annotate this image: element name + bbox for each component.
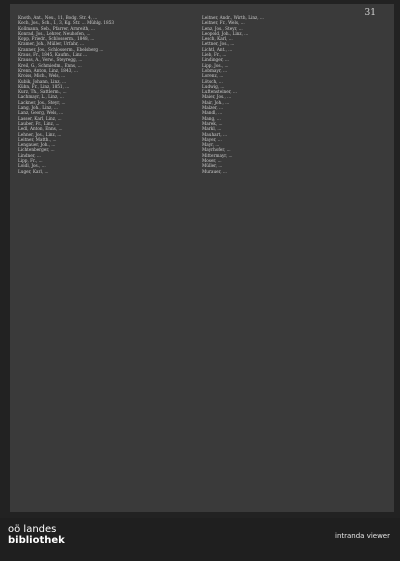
directory-entry: Mauhart, ... [202,131,228,137]
directory-entry: Lackner, Jos., Steyr, ... [18,99,66,105]
directory-entry: Kühn, Fr., Linz, 1851, ... [18,83,70,89]
directory-entry: Lorenz, ... [202,73,224,79]
directory-entry: Konrad, Jos., Lehrer, Neuhofen, ... [18,30,91,36]
left-column [18,16,190,175]
directory-entry: Lang, Joh., Linz, ... [18,105,58,111]
directory-entry: Lehner, Jos., Linz, ... [18,131,62,137]
directory-entry: Lauber, Fr., Linz, ... [18,120,60,126]
right-column [202,16,374,175]
directory-entry: Luftensteiner, ... [202,89,237,95]
directory-entry: Moser, ... [202,158,222,164]
directory-entry: Lanz, Georg, Wels, ... [18,110,64,116]
directory-entry: Mittermayr, ... [202,152,233,158]
directory-entry: Ludwig, ... [202,83,225,89]
directory-entry: Leopold, Joh., Linz, ... [202,30,249,36]
directory-entry: Lichtenberger, ... [18,147,55,153]
page-number: 31 [364,8,376,18]
directory-entry: Mang, ... [202,115,221,121]
directory-entry: Lachmayr, L., Linz, ... [18,94,64,100]
directory-entry: Lettner, Jos., ... [202,41,235,47]
library-logo[interactable] [8,524,65,546]
footer-bar [0,518,400,561]
directory-entry: Kreil, G., Schmiedm., Enns, ... [18,62,82,68]
viewer-label: intranda viewer [335,532,390,540]
directory-entry: Lötsch, ... [202,78,223,84]
scanned-page[interactable] [10,4,394,512]
directory-entry: Mair, Joh., ... [202,99,230,105]
directory-entry: Knoth, Ant., Neu., 11, Bodg. Str. 4, ... [18,15,98,20]
logo-line-2: bibliothek [8,535,65,546]
directory-entry: Mayer, ... [202,136,222,142]
directory-entry: Lichtl, Ant., ... [202,46,233,52]
directory-entry: Murauer, ... [202,168,227,174]
directory-entry: Lasser, Karl, Linz, ... [18,115,62,121]
directory-entry: Mandl, ... [202,110,223,116]
directory-entry: Lindner, ... [18,152,41,158]
directory-entry: Lipp, Fr., ... [18,158,43,164]
directory-entry: Marek, ... [202,120,223,126]
directory-entry: Luger, Karl, ... [18,168,49,174]
directory-entry: Kroiss, Mich., Wels, ... [18,73,66,79]
directory-entry: Leitner, Matth., ... [18,136,57,142]
directory-entry: Lindinger, ... [202,57,229,63]
directory-entry: Leitner, Andr., Wirth, Linz, ... [202,15,264,20]
directory-entry: Loidl, Jos., ... [18,163,46,169]
directory-entry: Malzer, ... [202,105,224,111]
directory-entry: Ledl, Anton, Enns, ... [18,126,63,132]
directory-entry: Lesch, Karl, ... [202,36,233,42]
directory-entry: Krenn, Anton, Linz, 1843, ... [18,67,78,73]
directory-entry: Markl, ... [202,126,222,132]
directory-entry: Kopp, Friedr., Schlosserm., 1848, ... [18,36,95,42]
directory-entry: Lobmayr, ... [202,67,228,73]
directory-entry: Kramer, Joh., Müller, Urfahr, ... [18,41,84,47]
directory-entry: Kranner, Jos., Schlosserm., Ebelsberg ... [18,46,104,52]
directory-entry: Kraus, Fr., 1845, Kaufm., Linz ... [18,52,88,58]
logo-line-1: oö landes [8,524,57,535]
directory-entry: Maier, Jos., ... [202,94,232,100]
directory-entry: Kurz, Th., Sattlerm., ... [18,89,67,95]
directory-entry: Koch, Jos., Sch., I., 3, Kg. Str. ... Mühlg. 1853 [18,20,115,26]
directory-entry: Mayrhofer, ... [202,147,231,153]
directory-entry: Lieb, Fr., ... [202,52,227,58]
directory-entry: Mayr, ... [202,142,220,148]
directory-entry: Lipp, Jos., ... [202,62,229,68]
directory-entry: Krauss, A., Verw., Steyregg, ... [18,57,83,63]
directory-entry: Lenz, Jos., Steyr, ... [202,25,243,31]
directory-entry: Kubik, Johann, Linz, ... [18,78,67,84]
directory-entry: Leitner, Fr., Wels, ... [202,20,245,26]
directory-entry: Lengauer, Joh., ... [18,142,56,148]
directory-entry: Kollmann, Seb., Pfarrer, Arnreith, ... [18,25,95,31]
directory-entry: Müller, ... [202,163,223,169]
